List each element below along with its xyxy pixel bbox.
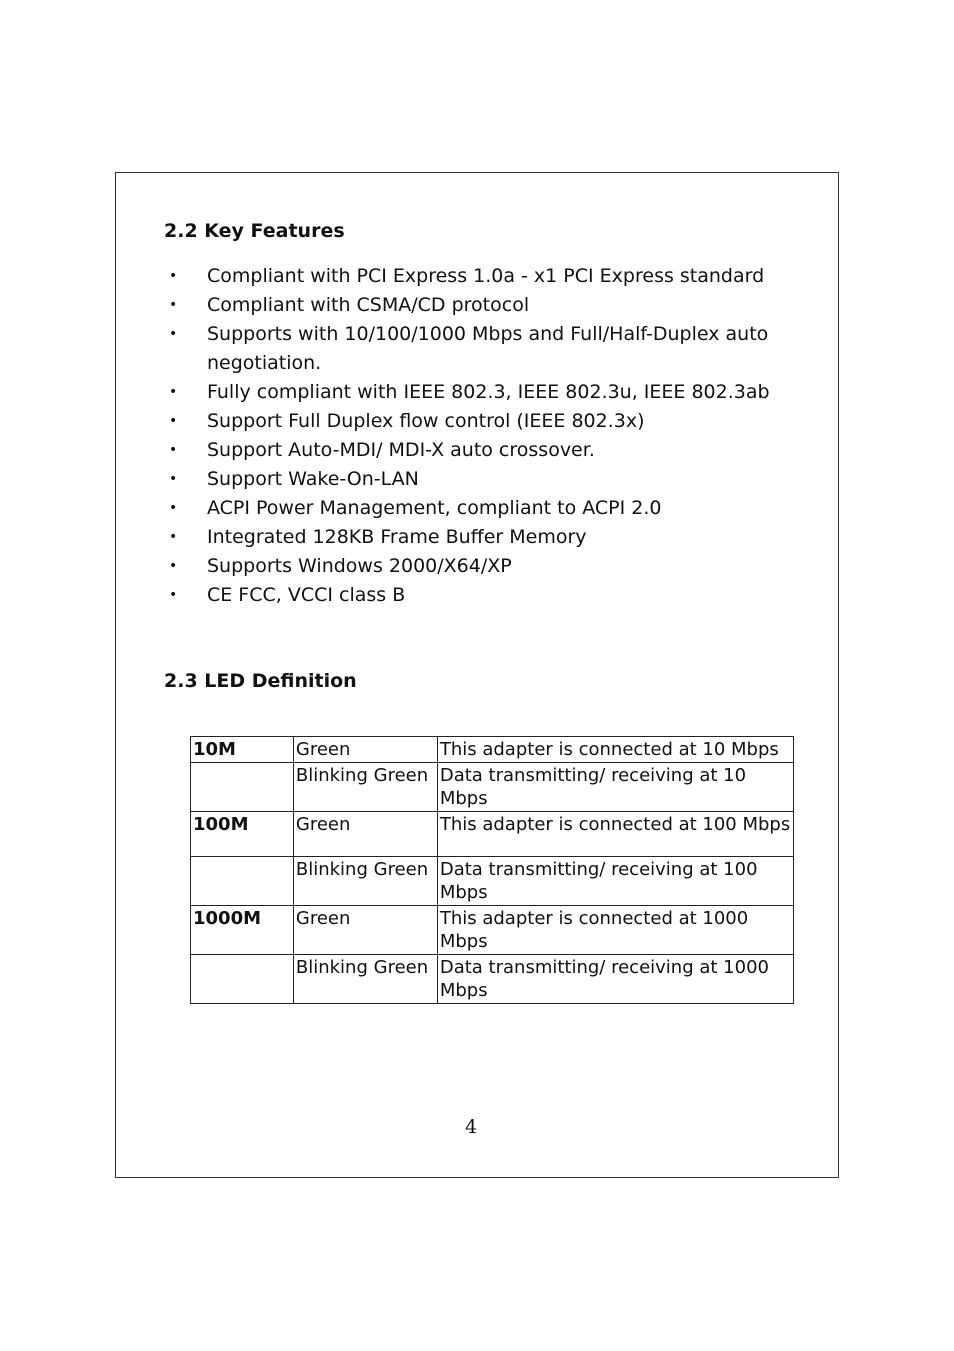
feature-text: Compliant with PCI Express 1.0a - x1 PCI Express standard (207, 265, 765, 287)
speed-cell: 10M (191, 737, 294, 763)
color-cell: Green (293, 906, 437, 955)
table-row (191, 812, 794, 857)
table-row (191, 955, 794, 1004)
feature-text: Supports Windows 2000/X64/XP (207, 555, 512, 577)
list-item (164, 291, 804, 320)
table-row (191, 906, 794, 955)
list-item (164, 378, 804, 407)
bullet-icon: • (169, 268, 178, 284)
list-item (164, 581, 804, 610)
table-row (191, 763, 794, 812)
bullet-icon: • (169, 529, 178, 545)
list-item (164, 552, 804, 581)
bullet-icon: • (169, 442, 178, 458)
section-title-key-features: 2.2 Key Features (164, 220, 345, 242)
color-cell: Green (293, 812, 437, 857)
table-row (191, 737, 794, 763)
feature-text: Support Full Duplex flow control (IEEE 802.3x) (207, 410, 645, 432)
page-number: 4 (464, 1116, 478, 1138)
color-cell: Blinking Green (293, 763, 437, 812)
list-item (164, 407, 804, 436)
description-cell: This adapter is connected at 1000 Mbps (437, 906, 793, 955)
color-cell: Blinking Green (293, 857, 437, 906)
bullet-icon: • (169, 500, 178, 516)
list-item (164, 465, 804, 494)
section-title-led-definition: 2.3 LED Definition (164, 670, 357, 692)
feature-text: CE FCC, VCCI class B (207, 584, 406, 606)
color-cell: Green (293, 737, 437, 763)
feature-text: ACPI Power Management, compliant to ACPI 2.0 (207, 497, 662, 519)
table-row (191, 857, 794, 906)
bullet-icon: • (169, 471, 178, 487)
speed-cell (191, 857, 294, 906)
bullet-icon: • (169, 297, 178, 313)
feature-text: Support Wake-On-LAN (207, 468, 419, 490)
bullet-icon: • (169, 587, 178, 603)
feature-text: Compliant with CSMA/CD protocol (207, 294, 530, 316)
list-item (164, 262, 804, 291)
feature-text: Support Auto-MDI/ MDI-X auto crossover. (207, 439, 595, 461)
speed-cell: 1000M (191, 906, 294, 955)
bullet-icon: • (169, 413, 178, 429)
description-cell: This adapter is connected at 10 Mbps (437, 737, 793, 763)
feature-text: Supports with 10/100/1000 Mbps and Full/Half-Duplex auto negotiation. (207, 323, 769, 374)
led-definition-table (190, 736, 794, 1004)
bullet-icon: • (169, 384, 178, 400)
speed-cell (191, 763, 294, 812)
bullet-icon: • (169, 326, 178, 342)
list-item (164, 523, 804, 552)
color-cell: Blinking Green (293, 955, 437, 1004)
bullet-icon: • (169, 558, 178, 574)
list-item (164, 494, 804, 523)
features-list (164, 262, 804, 610)
list-item (164, 436, 804, 465)
description-cell: Data transmitting/ receiving at 10 Mbps (437, 763, 793, 812)
feature-text: Fully compliant with IEEE 802.3, IEEE 802.3u, IEEE 802.3ab (207, 381, 770, 403)
feature-text: Integrated 128KB Frame Buffer Memory (207, 526, 587, 548)
description-cell: Data transmitting/ receiving at 1000 Mbps (437, 955, 793, 1004)
speed-cell: 100M (191, 812, 294, 857)
description-cell: Data transmitting/ receiving at 100 Mbps (437, 857, 793, 906)
description-cell: This adapter is connected at 100 Mbps (437, 812, 793, 857)
speed-cell (191, 955, 294, 1004)
list-item (164, 320, 804, 378)
